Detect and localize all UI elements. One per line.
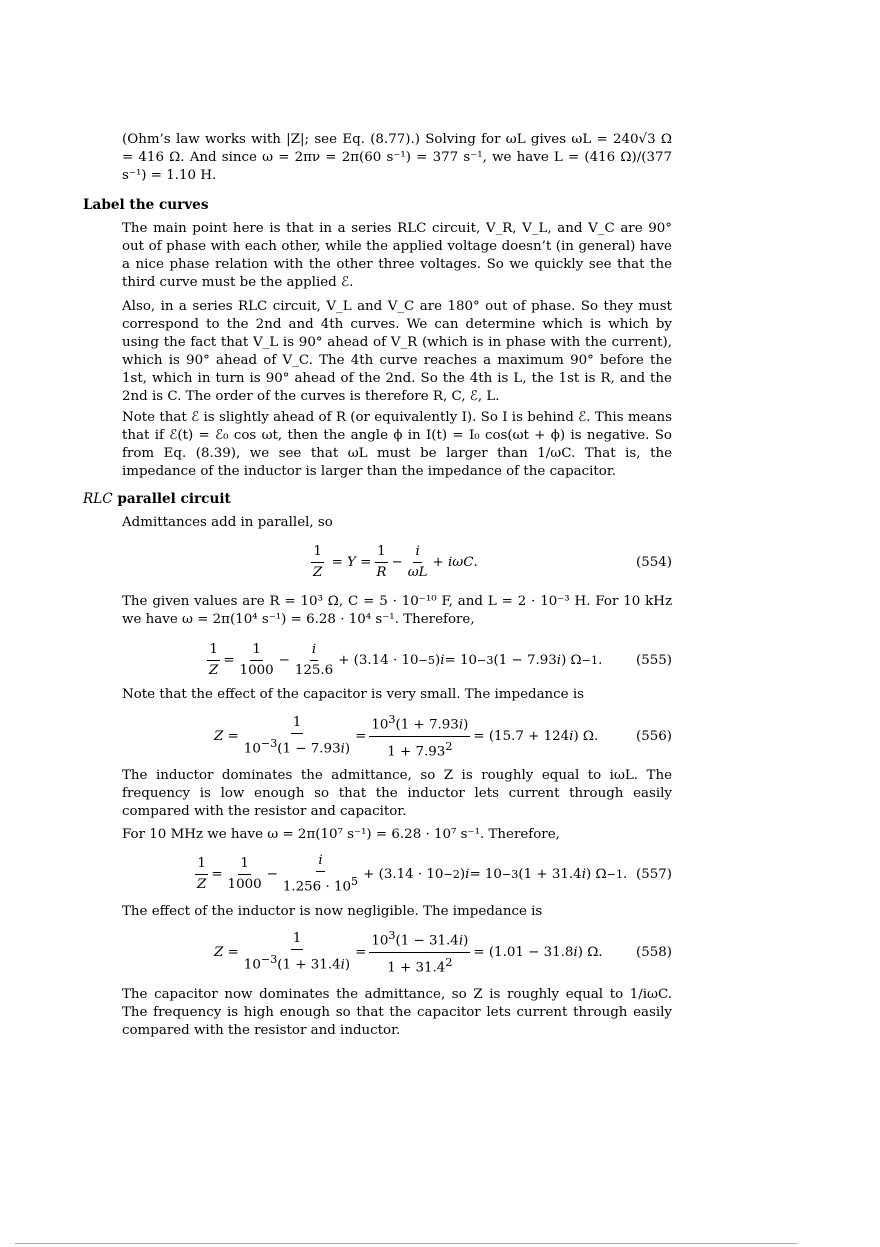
equation-558-body: Z = $\frac{1}{10^{-3}(1 + 31.4i)}$ = $\frac{10^3(1 - 31.4i)}{1 + 31.4^2}$ = (1.01 − 31.8 i ) Ω. bbox=[214, 929, 603, 975]
paragraph-phase-note: Note that ℰ is slightly ahead of R (or equivalently I). So I is behind ℰ. This means that if ℰ(t) = ℰ₀ cos ωt, then the angle ϕ in I(t) = I₀ cos(ωt + ϕ) is negative. So from Eq. (8.39), we see that ωL must be larger than 1/ωC. That is, the impedance of the inductor is larger than the impedance of the capacitor. bbox=[122, 410, 672, 479]
equation-556 bbox=[122, 714, 672, 758]
paragraph-capacitor-small: Note that the effect of the capacitor is very small. The impedance is bbox=[122, 687, 585, 702]
bottom-rule bbox=[15, 1243, 797, 1244]
equation-555 bbox=[122, 638, 672, 682]
equation-557-body: $\frac{1}{Z}$ = $\frac{1}{1000}$ − $\frac{i}{1.256 \cdot 10^5}$ + (3.14 · 10 −2 ) i = 10 −3 (1 + 31.4 i ) Ω −1 . bbox=[197, 852, 628, 895]
heading-rlc-rest: parallel circuit bbox=[112, 491, 231, 507]
equation-558-number: (558) bbox=[635, 944, 672, 960]
equation-555-number: (555) bbox=[635, 652, 672, 668]
paragraph-ohms-law: (Ohm’s law works with |Z|; see Eq. (8.77).) Solving for ωL gives ωL = 240√3 Ω = 416 Ω. And since ω = 2πν = 2π(60 s⁻¹) = 377 s⁻¹, we have L = (416 Ω)/(377 s⁻¹) = 1.10 H. bbox=[122, 132, 672, 183]
paragraph-admittances: Admittances add in parallel, so bbox=[122, 515, 333, 530]
equation-554-body: $\frac{1}{Z}$ = Y = $\frac{1}{R}$ − $\frac{i}{\omega L}$ + iωC . bbox=[313, 543, 478, 580]
heading-rlc-parallel-circuit bbox=[83, 490, 231, 508]
equation-555-body: $\frac{1}{Z}$ = $\frac{1}{1000}$ − $\frac{i}{125.6}$ + (3.14 · 10 −5 ) i = 10 −3 (1 − 7.93 i ) Ω −1 . bbox=[209, 641, 603, 678]
equation-556-number: (556) bbox=[635, 728, 672, 744]
paragraph-main-point: The main point here is that in a series RLC circuit, V_R, V_L, and V_C are 90° out of phase with each other, while the applied voltage doesn’t (in general) have a nice phase relation with the other three voltages. So we quickly see that the third curve must be the applied ℰ. bbox=[122, 221, 672, 290]
paragraph-10mhz: For 10 MHz we have ω = 2π(10⁷ s⁻¹) = 6.28 · 10⁷ s⁻¹. Therefore, bbox=[122, 827, 560, 842]
heading-rlc-italic: RLC bbox=[83, 491, 113, 507]
equation-558 bbox=[122, 930, 672, 974]
equation-556-body: Z = $\frac{1}{10^{-3}(1 - 7.93i)}$ = $\frac{10^3(1 + 7.93i)}{1 + 7.93^2}$ = (15.7 + 124 i ) Ω. bbox=[214, 713, 599, 759]
equation-554-number: (554) bbox=[635, 554, 672, 570]
paragraph-inductor-negligible: The effect of the inductor is now negligible. The impedance is bbox=[122, 904, 543, 919]
equation-557-number: (557) bbox=[635, 866, 672, 882]
heading-label-the-curves: Label the curves bbox=[83, 197, 209, 213]
paragraph-inductor-dominates: The inductor dominates the admittance, so Z is roughly equal to iωL. The frequency is low enough so that the inductor lets current through easily compared with the resistor and capacitor. bbox=[122, 768, 672, 819]
equation-557 bbox=[122, 852, 672, 896]
paragraph-series-rlc: Also, in a series RLC circuit, V_L and V_C are 180° out of phase. So they must correspond to the 2nd and 4th curves. We can determine which is which by using the fact that V_L is 90° ahead of V_R (which is in phase with the current), which is 90° ahead of V_C. The 4th curve reaches a maximum 90° before the 1st, which in turn is 90° ahead of the 2nd. So the 4th is L, the 1st is R, and the 2nd is C. The order of the curves is therefore R, C, ℰ, L. bbox=[122, 299, 672, 404]
equation-554 bbox=[122, 540, 672, 584]
paragraph-given-values: The given values are R = 10³ Ω, C = 5 · 10⁻¹⁰ F, and L = 2 · 10⁻³ H. For 10 kHz we have ω = 2π(10⁴ s⁻¹) = 6.28 · 10⁴ s⁻¹. Therefore, bbox=[122, 594, 672, 627]
paragraph-capacitor-dominates: The capacitor now dominates the admittance, so Z is roughly equal to 1/iωC. The frequency is high enough so that the capacitor lets current through easily compared with the resistor and inductor. bbox=[122, 987, 672, 1038]
